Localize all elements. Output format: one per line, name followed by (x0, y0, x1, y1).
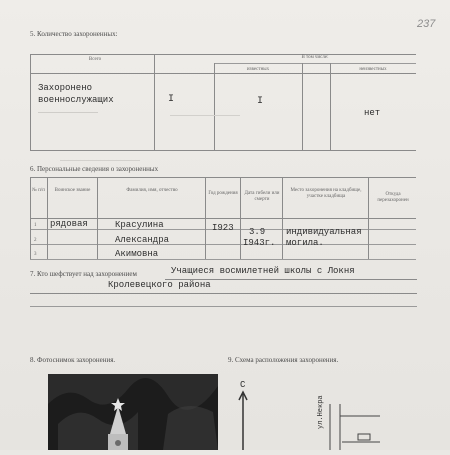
surname: Красулина (115, 220, 164, 230)
location-scheme (230, 374, 406, 450)
hdr-birth-year: Год рождения (208, 191, 238, 196)
hdr-number: № п/п (32, 188, 45, 193)
birth-year-value: I923 (212, 223, 234, 233)
unknown-value: нет (364, 108, 381, 118)
death-date-line1: 3.9 (249, 227, 266, 237)
section8-title: 8. Фотоснимок захоронения. (30, 356, 116, 364)
col-total-header: Всего (88, 57, 102, 62)
known-value: I (257, 96, 264, 107)
row-number-3: 3 (34, 252, 37, 257)
col-known-header: известных (246, 67, 270, 72)
total-value: I (168, 94, 175, 105)
col-unknown-header: неизвестных (359, 67, 387, 72)
death-date-line2: I943г. (243, 238, 276, 248)
street-label: ул.Некра (317, 395, 325, 429)
section9-title: 9. Схема расположения захоронения. (228, 356, 339, 364)
burial-place-line2: могила. (286, 238, 324, 248)
row-label-buried: Захоронено военнослужащих (38, 83, 114, 105)
row-number-2: 2 (34, 238, 37, 243)
rank-value: рядовая (50, 219, 88, 229)
patronymic: Акимовна (115, 249, 159, 259)
hdr-death-date: Дата гибели или смерти (244, 191, 280, 202)
section6-title: 6. Персональные сведения о захороненных (30, 165, 159, 173)
col-including-header: В том числе: (301, 55, 329, 60)
page-number: 237 (417, 18, 436, 30)
hdr-reburied-from: Откуда перезахоронен (377, 192, 409, 203)
hdr-name: Фамилия, имя, отчество (126, 188, 178, 193)
patron-line1: Учащиеся восмилетней школы с Локня (171, 266, 355, 276)
patron-line2: Кролевецкого района (108, 280, 211, 290)
hdr-burial-place: Место захоронения на кладбище, участке кладбища (290, 188, 362, 199)
section5-title: 5. Количество захороненных: (30, 30, 118, 38)
hdr-rank: Воинское звание (54, 188, 91, 193)
north-label: С (240, 380, 246, 390)
burial-photo (48, 374, 218, 450)
first-name: Александра (115, 235, 170, 245)
row-number-1: 1 (34, 223, 37, 228)
burial-place-line1: индивидуальная (286, 227, 362, 237)
section7-label: 7. Кто шефствует над захоронением (30, 270, 137, 278)
